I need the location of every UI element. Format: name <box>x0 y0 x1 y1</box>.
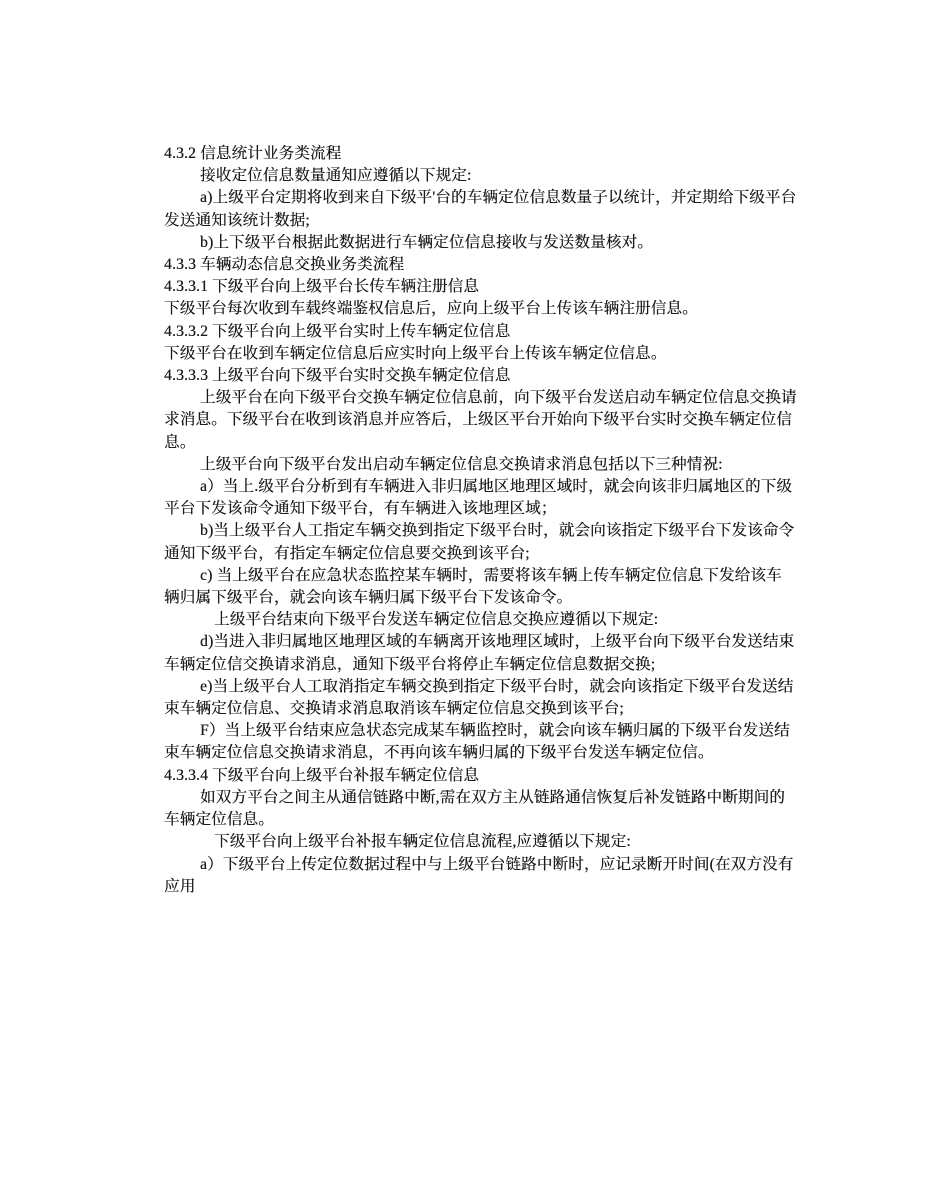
text-line: F）当上级平台结束应急状态完成某车辆监控时，就会向该车辆归属的下级平台发送结 <box>200 722 790 740</box>
text-line: 通知下级平台，有指定车辆定位信息要交换到该平台; <box>164 544 530 562</box>
text-line: 如双方平台之间主从通信链路中断,需在双方主从链路通信恢复后补发链路中断期间的 <box>200 788 785 806</box>
text-line: b)上下级平台根据此数据进行车辆定位信息接收与发送数量核对。 <box>200 233 653 251</box>
text-line: 辆归属下级平台，就会向该车辆归属下级平台下发该命令。 <box>164 589 573 607</box>
text-line: 下级平台每次收到车载终端鉴权信息后，应向上级平台上传该车辆注册信息。 <box>164 300 698 318</box>
text-line: b)当上级平台人工指定车辆交换到指定下级平台时，就会向该指定下级平台下发该命令 <box>200 522 795 540</box>
text-line: 上级平台向下级平台发出启动车辆定位信息交换请求消息包括以下三种情祝: <box>200 455 723 473</box>
text-line: 上级平台在向下级平台交换车辆定位信息前，向下级平台发送启动车辆定位信息交换请 <box>200 389 797 407</box>
text-line: 接收定位信息数量通知应遵循以下规定: <box>200 167 472 185</box>
document-lines <box>164 143 797 898</box>
text-line: 4.3.3.3 上级平台向下级平台实时交换车辆定位信息 <box>164 367 511 385</box>
text-line: d)当进入非归属地区地理区域的车辆离开该地理区域时，上级平台向下级平台发送结束 <box>200 633 795 651</box>
text-line: 息。 <box>164 433 196 451</box>
text-line: 求消息。下级平台在收到该消息并应答后，上级区平台开始向下级平台实时交换车辆定位信 <box>164 411 793 429</box>
text-line: e)当上级平台人工取消指定车辆交换到指定下级平台时，就会向该指定下级平台发送结 <box>200 677 794 695</box>
text-line: 4.3.3 车辆动态信息交换业务类流程 <box>164 256 405 274</box>
text-line: a）下级平台上传定位数据过程中与上级平台链路中断时，应记录断开时间(在双方没有 <box>200 855 794 873</box>
text-line: a）当上.级平台分析到有车辆进入非归属地区地理区域时，就会向该非归属地区的下级 <box>200 478 793 496</box>
text-line: 4.3.3.1 下级平台向上级平台长传车辆注册信息 <box>164 278 480 296</box>
text-line: a)上级平台定期将收到来自下级平'台的车辆定位信息数量子以统计，并定期给下级平台 <box>200 189 797 207</box>
text-line: 发送通知该统计数据; <box>164 211 310 229</box>
text-line: 上级平台结束向下级平台发送车辆定位信息交换应遵循以下规定: <box>214 611 659 629</box>
text-line: 4.3.3.4 下级平台向上级平台补报车辆定位信息 <box>164 766 480 784</box>
text-line: 平台下发该命令通知下级平台，有车辆进入该地理区域； <box>164 500 557 518</box>
text-line: 车辆定位信交换请求消息，通知下级平台将停止车辆定位信息数据交换; <box>164 655 656 673</box>
text-line: 下级平台向上级平台补报车辆定位信息流程,应遵循以下规定: <box>214 833 631 851</box>
text-line: 下级平台在收到车辆定位信息后应实时向上级平台上传该车辆定位信息。 <box>164 344 667 362</box>
text-line: 束车辆定位信息交换请求消息，不再向该车辆归属的下级平台发送车辆定位信。 <box>164 744 714 762</box>
text-line: 束车辆定位信息、交换请求消息取消该车辆定位信息交换到该平台; <box>164 700 624 718</box>
text-line: 4.3.2 信息统计业务类流程 <box>164 145 342 162</box>
text-line: 应用 <box>164 877 196 895</box>
text-line: 车辆定位信息。 <box>164 811 274 829</box>
text-line: c) 当上级平台在应急状态监控某车辆时，需要将该车辆上传车辆定位信息下发给该车 <box>200 566 782 584</box>
text-line: 4.3.3.2 下级平台向上级平台实时上传车辆定位信息 <box>164 322 511 340</box>
